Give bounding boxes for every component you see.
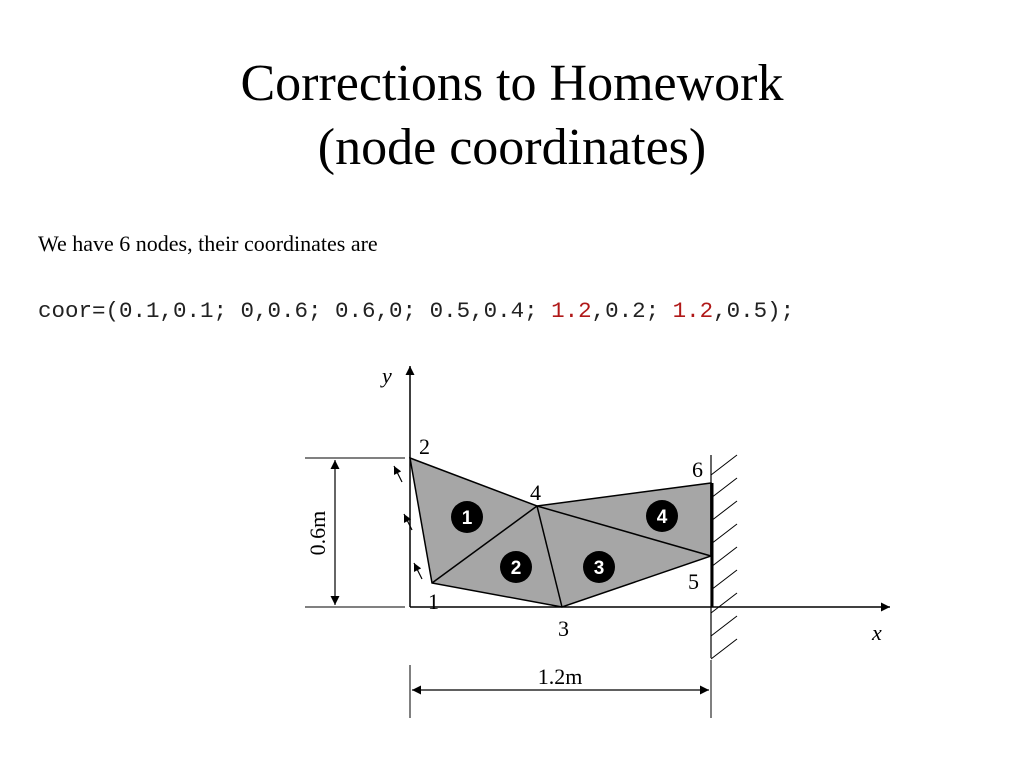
mesh-region — [410, 458, 711, 607]
element-number: 3 — [593, 558, 605, 579]
height-dimension-label: 0.6m — [305, 510, 330, 556]
code-part: coor=(0.1,0.1; 0,0.6; 0.6,0; 0.5,0.4; — [38, 298, 552, 324]
element-marker — [583, 551, 615, 583]
code-part: ,0.2; — [591, 298, 673, 324]
code-correction: 1.2 — [672, 298, 714, 324]
fixed-wall — [711, 455, 737, 659]
element-marker — [500, 551, 532, 583]
code-correction: 1.2 — [551, 298, 592, 324]
y-axis-label: y — [382, 363, 392, 388]
code-part: ,0.5); — [713, 298, 795, 324]
node-label: 4 — [530, 480, 541, 505]
load-arrow — [404, 514, 412, 530]
element-number: 1 — [461, 508, 473, 529]
element-number: 4 — [656, 507, 668, 528]
node-label: 1 — [428, 589, 439, 614]
width-dimension — [410, 660, 711, 718]
node-label: 5 — [688, 569, 699, 594]
node-label: 3 — [558, 616, 569, 641]
wall-hatching — [711, 455, 737, 659]
intro-text: We have 6 nodes, their coordinates are — [38, 231, 378, 256]
width-dimension-label: 1.2m — [537, 664, 583, 689]
title-line-2: (node coordinates) — [317, 119, 707, 176]
element-marker — [646, 500, 678, 532]
load-arrow — [394, 466, 402, 482]
node-label: 2 — [419, 434, 430, 459]
node-label: 6 — [692, 457, 703, 482]
load-arrow — [414, 563, 422, 579]
element-marker — [451, 501, 483, 533]
title-line-1: Corrections to Homework — [240, 55, 784, 112]
element-number: 2 — [510, 558, 522, 579]
x-axis-label: x — [872, 620, 882, 645]
height-dimension — [305, 458, 405, 607]
